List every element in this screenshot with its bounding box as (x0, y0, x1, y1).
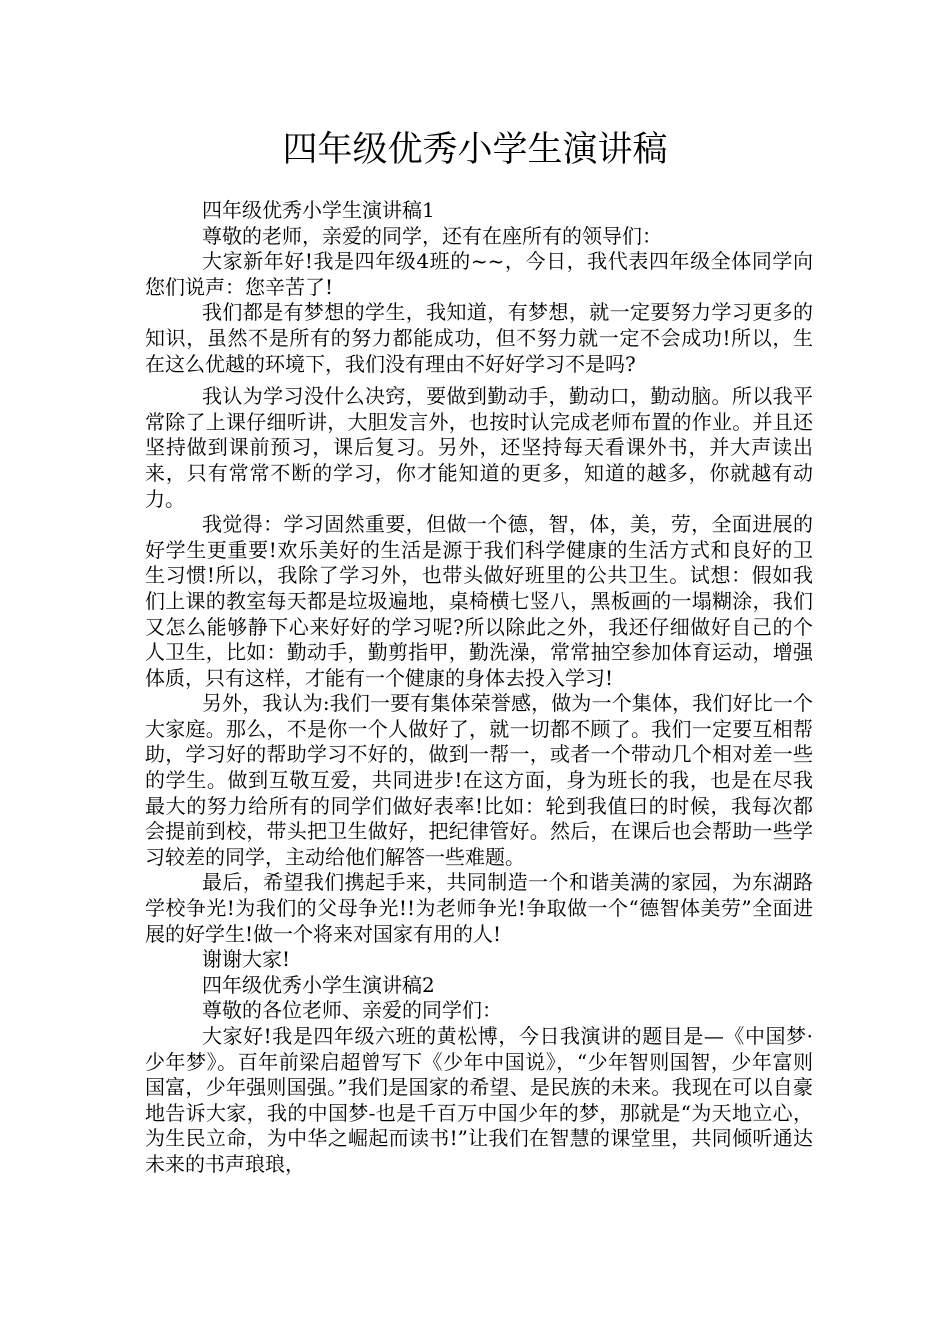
paragraph: 我认为学习没什么决窍，要做到勤动手，勤动口，勤动脑。所以我平常除了上课仔细听讲，大胆发言外，也按时认完成老师布置的作业。并且还坚持做到课前预习，课后复习。另外，还坚持每天看课外书，并大声读出来，只有常常不断的学习，你才能知道的更多，知道的越多，你就越有动力。 (145, 384, 813, 511)
paragraph: 我觉得：学习固然重要，但做一个德，智，体，美，劳，全面进展的好学生更重要!欢乐美好的生活是源于我们科学健康的生活方式和良好的卫生习惯!所以，我除了学习外，也带头做好班里的公共卫生。试想：假如我们上课的教室每天都是垃圾遍地，桌椅横七竖八，黑板画的一塌糊涂，我们又怎么能够静下心来好好的学习呢?所以除此之外，我还仔细做好自己的个人卫生，比如：勤动手，勤剪指甲，勤洗澡，常常抽空参加体育运动，增强体质，只有这样，才能有一个健康的身体去投入学习! (145, 512, 813, 690)
closing-thanks: 谢谢大家! (202, 947, 291, 972)
paragraph: 另外，我认为:我们一要有集体荣誉感，做为一个集体，我们好比一个大家庭。那么，不是你一个人做好了，就一切都不顾了。我们一定要互相帮助，学习好的帮助学习不好的，做到一帮一，或者一个带动几个相对差一些的学生。做到互敬互爱，共同进步!在这方面，身为班长的我，也是在尽我最大的努力给所有的同学们做好表率!比如：轮到我值曰的时候，我每次都会提前到校，带头把卫生做好，把纪律管好。然后，在课后也会帮助一些学习较差的同学，主动给他们解答一些难题。 (145, 691, 813, 869)
paragraph: 我们都是有梦想的学生，我知道，有梦想，就一定要努力学习更多的知识，虽然不是所有的努力都能成功，但不努力就一定不会成功!所以，生在这么优越的环境下，我们没有理由不好好学习不是吗? (145, 300, 813, 376)
document-body (145, 198, 813, 1178)
salutation: 尊敬的老师，亲爱的同学，还有在座所有的领导们： (202, 223, 662, 248)
paragraph: 大家好!我是四年级六班的黄松博，今日我演讲的题目是—《中国梦·少年梦》。百年前梁启超曾写下《少年中国说》，“少年智则国智，少年富则国富，少年强则国强。”我们是国家的希望、是民族的未来。我现在可以自豪地告诉大家，我的中国梦-也是千百万中国少年的梦，那就是“为天地立心，为生民立命，为中华之崛起而读书!”让我们在智慧的课堂里，共同倾听通达未来的书声琅琅， (145, 1024, 813, 1176)
paragraph: 大家新年好!我是四年级4班的~~，今日，我代表四年级全体同学向您们说声：您辛苦了! (145, 249, 813, 299)
section-heading-2: 四年级优秀小学生演讲稿2 (202, 972, 435, 997)
document-title: 四年级优秀小学生演讲稿 (282, 130, 668, 170)
section-heading-1: 四年级优秀小学生演讲稿1 (202, 198, 435, 222)
salutation: 尊敬的各位老师、亲爱的同学们： (202, 998, 502, 1023)
paragraph: 最后，希望我们携起手来，共同制造一个和谐美满的家园，为东湖路学校争光!为我们的父母争光!!为老师争光!争取做一个“德智体美劳”全面进展的好学生!做一个将来对国家有用的人! (145, 870, 813, 946)
